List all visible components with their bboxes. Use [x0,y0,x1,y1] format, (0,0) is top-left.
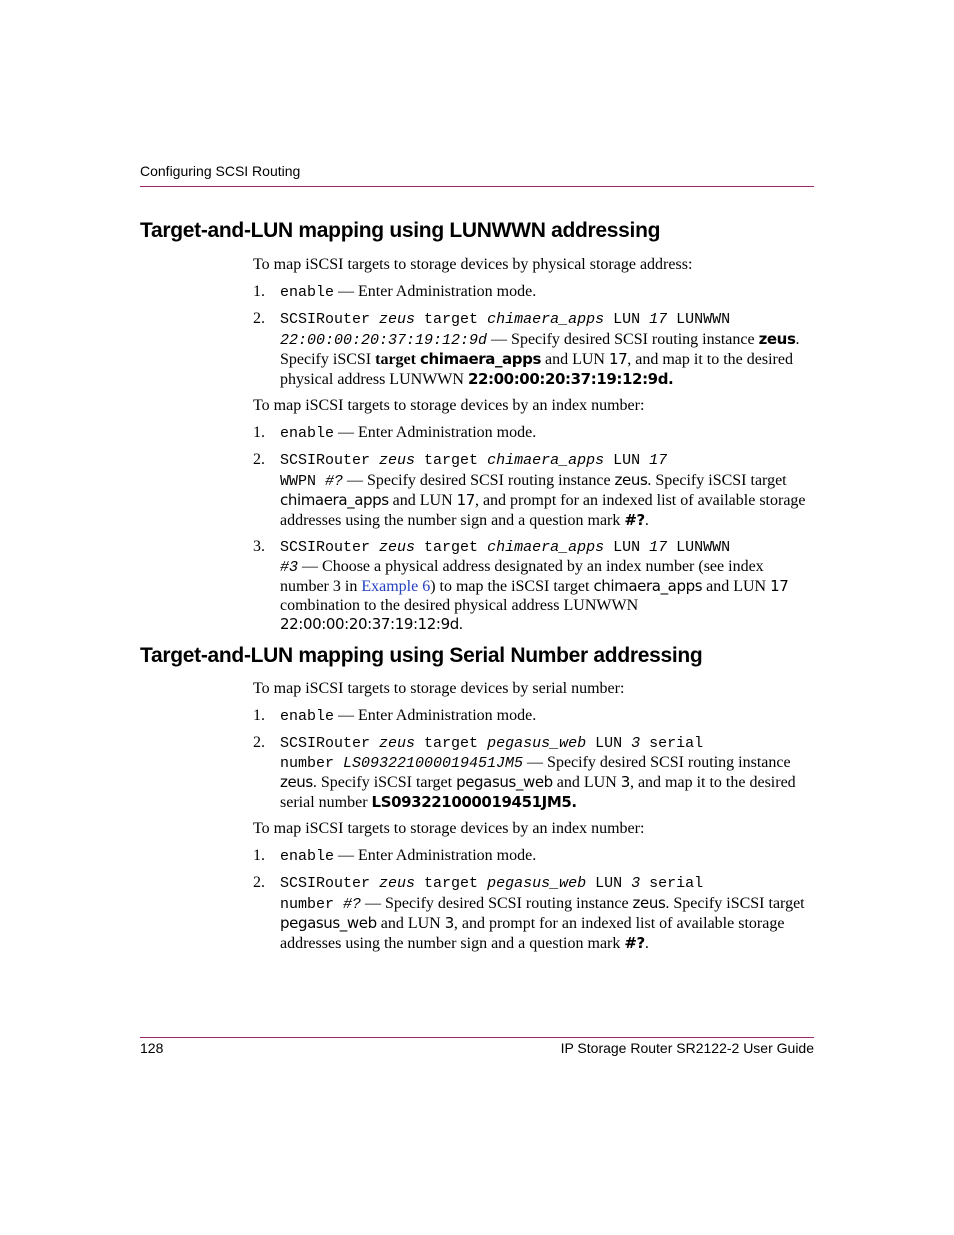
item-number: 3. [253,538,265,555]
command-arg: 3 [631,875,641,892]
command-arg: chimaera_apps [487,311,605,328]
command-text: LUN [586,875,632,892]
list-item [253,847,813,867]
description-text: and LUN [540,351,609,368]
running-header: Configuring SCSI Routing [140,163,301,179]
section-body-lunwwn [253,256,813,635]
command-text: SCSIRouter [280,311,380,328]
instance-name: zeus [614,470,648,489]
command-arg: #3 [280,558,299,576]
description-text: — Enter Administration mode. [334,423,537,441]
description-text: — Enter Administration mode. [334,706,537,724]
command-text: enable [280,424,335,442]
list-item [253,310,813,389]
description-text: , and prompt for an indexed list of available storage addresses using the number sign and a question mark [280,492,806,529]
command-arg: #? [325,472,344,490]
description-text: . [644,934,649,952]
lun-value: 17 [608,350,628,368]
command-text: target [415,539,488,556]
command-text: LUNWWN [667,539,731,556]
footer-doc-title: IP Storage Router SR2122-2 User Guide [560,1040,814,1056]
lun-value: 3 [620,773,630,791]
list-item [253,734,813,812]
command-text: SCSIRouter [280,875,380,892]
description-text: — Specify desired SCSI routing instance [361,894,633,912]
item-number: 2. [253,734,265,751]
command-arg: zeus [379,539,416,556]
lun-value: 17 [456,491,475,509]
command-text: SCSIRouter [280,452,380,469]
command-arg: zeus [379,875,416,892]
item-number: 2. [253,451,265,468]
lun-value: 17 [770,577,789,595]
list-item [253,424,813,444]
item-number: 1. [253,706,265,724]
address-value: 22:00:00:20:37:19:12:9d [280,615,459,633]
section-body-serial [253,680,813,953]
description-text: combination to the desired physical address LUNWWN [280,596,639,614]
description-text: — Enter Administration mode. [334,282,537,300]
command-arg: zeus [379,735,416,752]
item-number: 2. [253,310,265,327]
command-arg: 3 [631,735,641,752]
command-text: enable [280,283,335,301]
instance-name: zeus [758,329,796,348]
description-text: — Specify desired SCSI routing instance [487,330,759,348]
command-text: target [415,452,488,469]
description-text: and LUN [702,578,771,595]
description-text: — Specify desired SCSI routing instance [343,471,615,489]
command-arg: zeus [379,452,416,469]
description-text: ) to map the iSCSI target [430,578,594,595]
description-text: . [644,511,649,529]
description-text: — Specify desired SCSI routing instance [523,753,791,771]
intro-paragraph: To map iSCSI targets to storage devices by physical storage address: [253,256,693,273]
command-text: target [415,735,488,752]
command-arg: pegasus_web [487,875,587,892]
instance-name: zeus [280,773,313,791]
description-text: and LUN [388,492,457,509]
description-text: . Specify iSCSI [280,330,800,368]
footer-rule [140,1037,814,1038]
page-number: 128 [140,1040,164,1056]
description-text: — Choose a physical address designated by an index number (see index number 3 in [280,557,764,595]
description-text: . Specify iSCSI target [665,894,805,912]
intro-paragraph: To map iSCSI targets to storage devices by an index number: [253,397,645,414]
intro-paragraph: To map iSCSI targets to storage devices by serial number: [253,680,625,697]
command-text: enable [280,707,335,725]
description-text: and LUN [552,774,621,791]
address-value: 22:00:00:20:37:19:12:9d. [467,369,674,388]
header-rule [140,186,814,187]
instance-name: zeus [632,893,666,912]
prompt-mark: #? [624,933,645,952]
command-arg: #? [343,895,362,913]
item-number: 1. [253,282,265,300]
serial-value: LS093221000019451JM5. [371,792,577,811]
command-text: SCSIRouter [280,735,380,752]
command-arg: chimaera_apps [487,452,605,469]
command-arg: zeus [379,311,416,328]
description-text: and LUN [376,915,445,932]
description-text: — Enter Administration mode. [334,846,537,864]
item-number: 1. [253,423,265,441]
target-name: chimaera_apps [593,577,703,595]
command-text: LUN [604,311,650,328]
command-text: number [280,895,344,913]
command-text: serial [640,735,704,752]
item-number: 2. [253,874,265,891]
item-number: 1. [253,846,265,864]
command-arg: chimaera_apps [487,539,605,556]
section-title-lunwwn: Target-and-LUN mapping using LUNWWN addressing [140,219,661,242]
list-item [253,874,813,953]
command-text: target [415,311,488,328]
command-text: serial [640,875,704,892]
command-text: WWPN [280,472,326,490]
command-arg: 17 [649,311,668,328]
command-arg: 17 [649,539,668,556]
command-text: LUN [586,735,632,752]
command-text: enable [280,847,335,865]
prompt-mark: #? [624,510,645,529]
description-text: , and map it to the desired physical address LUNWWN [280,351,793,388]
target-name: chimaera_apps [280,491,389,509]
command-text: LUN [604,539,650,556]
list-item [253,451,813,530]
list-item [253,707,813,727]
target-name: pegasus_web [280,914,377,932]
section-title-serial: Target-and-LUN mapping using Serial Number addressing [140,644,703,667]
command-arg: pegasus_web [487,735,587,752]
example-link[interactable]: Example 6 [361,578,431,595]
command-text: SCSIRouter [280,539,380,556]
list-item [253,283,813,303]
command-arg: 22:00:00:20:37:19:12:9d [280,331,488,349]
description-text: . Specify iSCSI target [647,471,787,489]
command-arg: LS093221000019451JM5 [343,754,524,772]
command-text: number [280,754,344,772]
command-text: LUNWWN [667,311,731,328]
command-text: LUN [604,452,650,469]
list-item [253,538,813,635]
description-text: . [458,616,463,633]
target-name: chimaera_apps [419,350,541,368]
intro-paragraph: To map iSCSI targets to storage devices by an index number: [253,820,645,837]
command-text: target [415,875,488,892]
lun-value: 3 [444,914,454,932]
description-text: . Specify iSCSI target [312,774,457,791]
command-arg: 17 [649,452,668,469]
description-text: target [375,351,420,368]
target-name: pegasus_web [456,773,553,791]
description-text: , and map it to the desired serial number [280,774,796,811]
description-text: , and prompt for an indexed list of available storage addresses using the number sign and a question mark [280,915,785,952]
